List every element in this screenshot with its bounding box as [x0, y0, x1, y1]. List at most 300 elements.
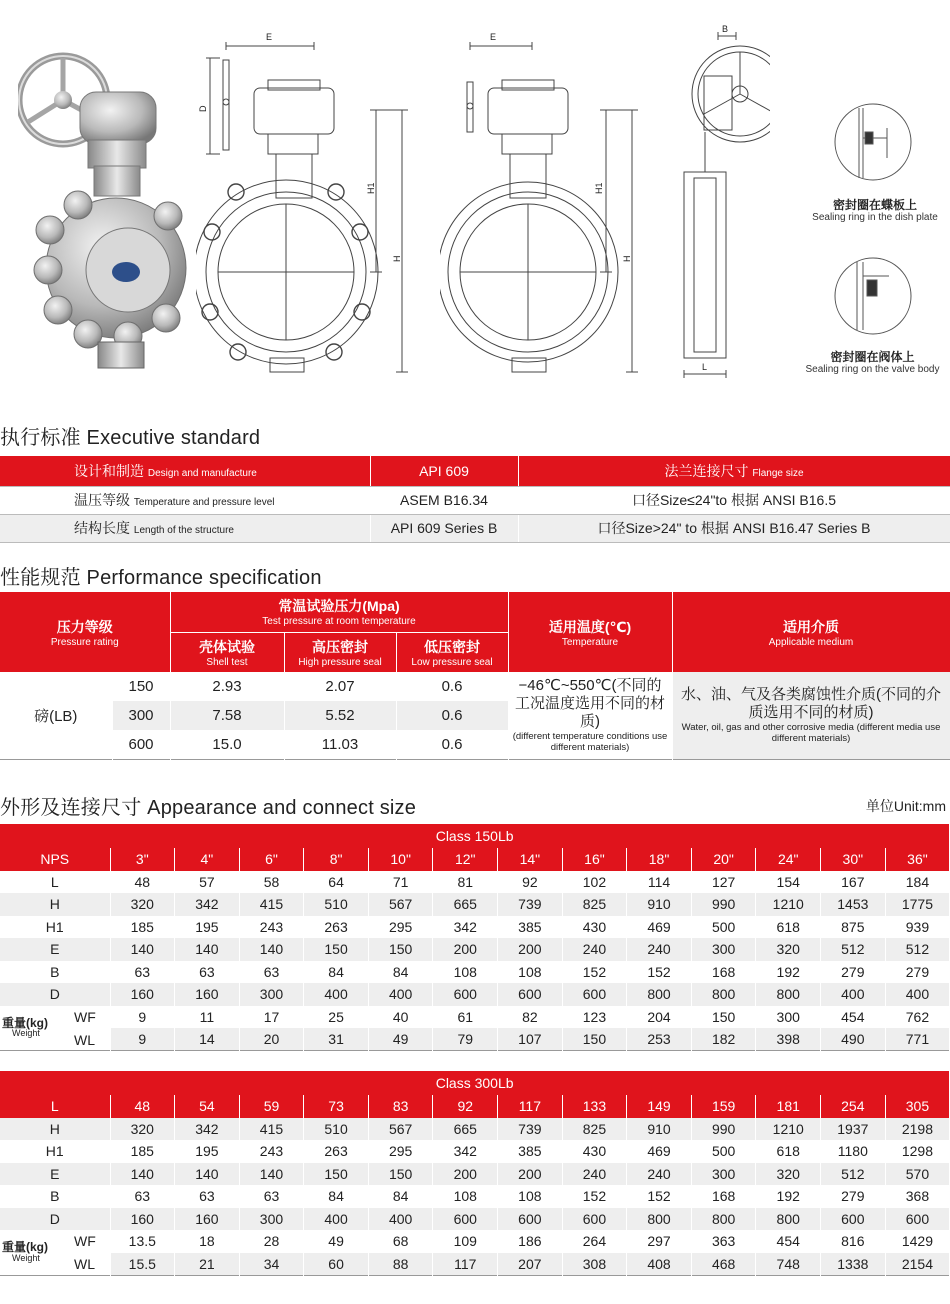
- table-cell: 2198: [885, 1118, 950, 1141]
- dim-label-e: E: [266, 32, 273, 42]
- perf-low: 0.6: [396, 672, 508, 701]
- table-cell: 81: [433, 871, 498, 894]
- table-cell: 308: [562, 1253, 627, 1276]
- weight-label-zh: 重量(kg): [2, 1240, 48, 1255]
- table-cell: 490: [821, 1028, 886, 1051]
- table-cell: 4": [175, 848, 240, 871]
- technical-drawings: [0, 0, 950, 395]
- caption-valve-body: 密封圈在阀体上 Sealing ring on the valve body: [805, 350, 940, 376]
- table-row: [0, 916, 950, 939]
- table-cell: 254: [821, 1095, 886, 1118]
- table-cell: 48: [110, 1095, 175, 1118]
- table-row: [0, 1140, 950, 1163]
- table-cell: 295: [368, 916, 433, 939]
- table-cell: 13.5: [110, 1230, 175, 1253]
- table-cell: 1937: [821, 1118, 886, 1141]
- table-cell: 108: [498, 1185, 563, 1208]
- table-cell: 400: [304, 1208, 369, 1231]
- table-cell: 454: [756, 1230, 821, 1253]
- table-cell: 600: [498, 983, 563, 1006]
- perf-low: 0.6: [396, 730, 508, 759]
- table-cell: 15.5: [110, 1253, 175, 1276]
- caption-dish-plate: 密封圈在蝶板上 Sealing ring in the dish plate: [812, 198, 938, 224]
- weight-sub-label: WL: [74, 1256, 95, 1272]
- table-cell: 342: [175, 893, 240, 916]
- dim-label-h1-2: H1: [594, 182, 604, 194]
- perf-high: 11.03: [284, 730, 396, 759]
- perf-class: 600: [112, 730, 170, 759]
- table-row: [0, 893, 950, 916]
- table-cell: 82: [498, 1006, 563, 1029]
- table-cell: 107: [498, 1028, 563, 1051]
- table-cell: 40: [368, 1006, 433, 1029]
- table-row: [0, 1095, 950, 1118]
- perf-header-medium: 适用介质 Applicable medium: [672, 592, 950, 672]
- table-cell: 17: [239, 1006, 304, 1029]
- exec-std-length: API 609 Series B: [370, 514, 518, 542]
- seal-detail-body: [833, 250, 913, 342]
- class300-title-row: [0, 1071, 950, 1095]
- perf-header-low: 低压密封 Low pressure seal: [396, 632, 508, 672]
- table-cell: 184: [885, 871, 950, 894]
- row-label-h1: H1: [0, 1140, 110, 1163]
- table-cell: 363: [691, 1230, 756, 1253]
- table-cell: 152: [627, 961, 692, 984]
- table-row: [0, 1208, 950, 1231]
- table-cell: 61: [433, 1006, 498, 1029]
- table-cell: 415: [239, 893, 304, 916]
- table-cell: 108: [433, 961, 498, 984]
- weight-label: [0, 1006, 110, 1051]
- table-cell: 123: [562, 1006, 627, 1029]
- table-cell: 320: [110, 893, 175, 916]
- table-cell: 159: [691, 1095, 756, 1118]
- table-row: [0, 1118, 950, 1141]
- table-cell: 469: [627, 916, 692, 939]
- table-cell: 168: [691, 961, 756, 984]
- table-cell: 939: [885, 916, 950, 939]
- dim-label-h1: H1: [366, 182, 376, 194]
- table-cell: 71: [368, 871, 433, 894]
- table-cell: 320: [110, 1118, 175, 1141]
- table-cell: 12": [433, 848, 498, 871]
- table-cell: 665: [433, 893, 498, 916]
- table-cell: 140: [175, 938, 240, 961]
- weight-label-en: Weight: [12, 1252, 40, 1263]
- table-cell: 114: [627, 871, 692, 894]
- table-cell: 152: [627, 1185, 692, 1208]
- table-cell: 910: [627, 893, 692, 916]
- table-cell: 454: [821, 1006, 886, 1029]
- table-cell: 181: [756, 1095, 821, 1118]
- table-cell: 400: [368, 1208, 433, 1231]
- table-cell: 48: [110, 871, 175, 894]
- table-cell: 192: [756, 961, 821, 984]
- dim-label-h: H: [392, 255, 402, 262]
- table-cell: 185: [110, 916, 175, 939]
- table-cell: 133: [562, 1095, 627, 1118]
- table-cell: 1338: [821, 1253, 886, 1276]
- table-cell: 63: [110, 961, 175, 984]
- table-cell: 204: [627, 1006, 692, 1029]
- table-cell: 567: [368, 893, 433, 916]
- table-cell: 140: [239, 938, 304, 961]
- table-cell: 83: [368, 1095, 433, 1118]
- table-cell: 200: [498, 938, 563, 961]
- table-cell: 243: [239, 1140, 304, 1163]
- class300-body: [0, 1071, 950, 1275]
- table-cell: 279: [885, 961, 950, 984]
- table-cell: 1298: [885, 1140, 950, 1163]
- perf-header-high: 高压密封 High pressure seal: [284, 632, 396, 672]
- table-cell: 512: [821, 938, 886, 961]
- table-cell: 84: [368, 1185, 433, 1208]
- table-cell: 800: [756, 1208, 821, 1231]
- table-cell: 618: [756, 916, 821, 939]
- class150-title: Class 150Lb: [0, 824, 950, 848]
- table-cell: 195: [175, 916, 240, 939]
- table-cell: 385: [498, 1140, 563, 1163]
- table-cell: 320: [756, 938, 821, 961]
- table-cell: 140: [110, 938, 175, 961]
- table-row: [0, 848, 950, 871]
- table-cell: 263: [304, 916, 369, 939]
- table-cell: 800: [691, 983, 756, 1006]
- front-view-drawing: [196, 22, 414, 382]
- table-cell: 207: [498, 1253, 563, 1276]
- table-row: [0, 1028, 950, 1051]
- perf-header-test: 常温试验压力(Mpa) Test pressure at room temperature: [170, 592, 508, 632]
- table-cell: 512: [885, 938, 950, 961]
- table-cell: 1210: [756, 1118, 821, 1141]
- row-label-l: L: [0, 871, 110, 894]
- table-cell: 16": [562, 848, 627, 871]
- dim-label-d: D: [198, 105, 208, 112]
- table-row: [0, 983, 950, 1006]
- table-cell: 150: [691, 1006, 756, 1029]
- dimensions-title: 外形及连接尺寸 Appearance and connect size: [0, 797, 417, 819]
- table-row: [0, 961, 950, 984]
- perf-temp-range: −46℃~550℃(不同的工况温度选用不同的材质) (different temperature conditions use different materials): [508, 672, 672, 759]
- exec-label-temp-pressure: 温压等级 Temperature and pressure level: [0, 486, 370, 514]
- table-cell: 512: [821, 1163, 886, 1186]
- table-cell: 21: [175, 1253, 240, 1276]
- exec-label-length: 结构长度 Length of the structure: [0, 514, 370, 542]
- table-cell: 92: [498, 871, 563, 894]
- table-cell: 140: [239, 1163, 304, 1186]
- table-cell: 152: [562, 961, 627, 984]
- table-cell: 6": [239, 848, 304, 871]
- table-cell: 800: [756, 983, 821, 1006]
- table-cell: 11: [175, 1006, 240, 1029]
- table-cell: 320: [756, 1163, 821, 1186]
- table-cell: 1180: [821, 1140, 886, 1163]
- table-cell: 108: [433, 1185, 498, 1208]
- table-cell: 200: [498, 1163, 563, 1186]
- table-cell: 263: [304, 1140, 369, 1163]
- table-row: [0, 871, 950, 894]
- table-cell: 253: [627, 1028, 692, 1051]
- perf-class: 300: [112, 701, 170, 730]
- table-cell: 14": [498, 848, 563, 871]
- table-cell: 297: [627, 1230, 692, 1253]
- table-cell: 117: [433, 1253, 498, 1276]
- table-cell: 30": [821, 848, 886, 871]
- table-cell: 300: [239, 1208, 304, 1231]
- table-cell: 400: [885, 983, 950, 1006]
- table-cell: 305: [885, 1095, 950, 1118]
- table-cell: 117: [498, 1095, 563, 1118]
- table-cell: 20": [691, 848, 756, 871]
- weight-label-en: Weight: [12, 1028, 40, 1039]
- table-cell: 127: [691, 871, 756, 894]
- perf-unit-lb: 磅(LB): [0, 672, 112, 759]
- table-cell: 342: [433, 916, 498, 939]
- table-cell: 1429: [885, 1230, 950, 1253]
- table-cell: 618: [756, 1140, 821, 1163]
- table-cell: 762: [885, 1006, 950, 1029]
- executive-standard-title: 执行标准 Executive standard: [0, 427, 261, 449]
- class150-title-row: [0, 824, 950, 848]
- table-cell: 200: [433, 938, 498, 961]
- table-cell: 92: [433, 1095, 498, 1118]
- perf-header-rating: 压力等级 Pressure rating: [0, 592, 170, 672]
- table-cell: 150: [368, 938, 433, 961]
- table-row: [0, 1006, 950, 1029]
- weight-sub-label: WF: [74, 1233, 96, 1249]
- table-cell: 300: [756, 1006, 821, 1029]
- table-cell: 152: [562, 1185, 627, 1208]
- table-cell: 910: [627, 1118, 692, 1141]
- table-cell: 600: [562, 1208, 627, 1231]
- table-cell: 79: [433, 1028, 498, 1051]
- table-cell: 825: [562, 1118, 627, 1141]
- table-cell: 63: [175, 961, 240, 984]
- table-cell: 195: [175, 1140, 240, 1163]
- table-cell: 368: [885, 1185, 950, 1208]
- perf-high: 2.07: [284, 672, 396, 701]
- table-row: [0, 1253, 950, 1276]
- table-cell: 10": [368, 848, 433, 871]
- dim-label-e-2: E: [490, 32, 497, 42]
- row-label-h: H: [0, 893, 110, 916]
- table-cell: 160: [110, 1208, 175, 1231]
- weight-label: [0, 1230, 110, 1275]
- table-cell: 240: [627, 938, 692, 961]
- class300-title: Class 300Lb: [0, 1071, 950, 1095]
- row-label-h1: H1: [0, 916, 110, 939]
- table-cell: 140: [110, 1163, 175, 1186]
- class300-table: [0, 1071, 950, 1276]
- table-cell: 63: [175, 1185, 240, 1208]
- table-cell: 510: [304, 1118, 369, 1141]
- table-cell: 109: [433, 1230, 498, 1253]
- table-cell: 68: [368, 1230, 433, 1253]
- table-cell: 24": [756, 848, 821, 871]
- table-cell: 49: [368, 1028, 433, 1051]
- table-cell: 168: [691, 1185, 756, 1208]
- table-cell: 468: [691, 1253, 756, 1276]
- perf-low: 0.6: [396, 701, 508, 730]
- table-cell: 990: [691, 893, 756, 916]
- perf-class: 150: [112, 672, 170, 701]
- table-row: [0, 1185, 950, 1208]
- table-cell: 84: [368, 961, 433, 984]
- table-cell: 160: [175, 983, 240, 1006]
- table-cell: 1210: [756, 893, 821, 916]
- table-cell: 58: [239, 871, 304, 894]
- table-cell: 567: [368, 1118, 433, 1141]
- table-cell: 398: [756, 1028, 821, 1051]
- table-cell: 600: [562, 983, 627, 1006]
- table-cell: 600: [433, 983, 498, 1006]
- table-cell: 20: [239, 1028, 304, 1051]
- table-cell: 160: [175, 1208, 240, 1231]
- table-cell: 150: [562, 1028, 627, 1051]
- table-cell: 150: [304, 938, 369, 961]
- table-cell: 192: [756, 1185, 821, 1208]
- exec-std-temp-pressure: ASEM B16.34: [370, 486, 518, 514]
- table-cell: 510: [304, 893, 369, 916]
- row-label-e: E: [0, 938, 110, 961]
- table-cell: 600: [433, 1208, 498, 1231]
- class150-table: [0, 824, 950, 1051]
- table-cell: 240: [627, 1163, 692, 1186]
- table-cell: 14: [175, 1028, 240, 1051]
- dim-label-l: L: [702, 362, 708, 372]
- front-view-drawing-2: [440, 22, 650, 382]
- row-label-d: D: [0, 1208, 110, 1231]
- table-cell: 430: [562, 916, 627, 939]
- table-cell: 400: [821, 983, 886, 1006]
- table-cell: 300: [691, 938, 756, 961]
- table-cell: 295: [368, 1140, 433, 1163]
- weight-sub-label: WL: [74, 1031, 95, 1048]
- table-cell: 600: [885, 1208, 950, 1231]
- table-cell: 167: [821, 871, 886, 894]
- row-label-b: B: [0, 961, 110, 984]
- table-cell: 240: [562, 1163, 627, 1186]
- table-cell: 816: [821, 1230, 886, 1253]
- weight-label-zh: 重量(kg): [2, 1015, 48, 1030]
- table-cell: 150: [368, 1163, 433, 1186]
- perf-header-temp: 适用温度(℃) Temperature: [508, 592, 672, 672]
- dim-label-b: B: [722, 24, 729, 34]
- table-cell: 57: [175, 871, 240, 894]
- table-cell: 1775: [885, 893, 950, 916]
- table-cell: 415: [239, 1118, 304, 1141]
- side-view-drawing: [670, 22, 770, 382]
- table-cell: 279: [821, 1185, 886, 1208]
- table-cell: 63: [110, 1185, 175, 1208]
- table-cell: 63: [239, 1185, 304, 1208]
- table-cell: 149: [627, 1095, 692, 1118]
- table-cell: 240: [562, 938, 627, 961]
- table-cell: 2154: [885, 1253, 950, 1276]
- table-cell: 59: [239, 1095, 304, 1118]
- performance-table: [0, 592, 950, 760]
- table-cell: 73: [304, 1095, 369, 1118]
- class150-body: [0, 824, 950, 1051]
- valve-photo: [18, 30, 188, 370]
- table-cell: 243: [239, 916, 304, 939]
- table-cell: 825: [562, 893, 627, 916]
- table-cell: 9: [110, 1006, 175, 1029]
- exec-flange-large: 口径Size>24" to 根据 ANSI B16.47 Series B: [518, 514, 950, 542]
- table-cell: 200: [433, 1163, 498, 1186]
- table-cell: 342: [433, 1140, 498, 1163]
- row-label-l: L: [0, 1095, 110, 1118]
- perf-shell: 15.0: [170, 730, 284, 759]
- table-cell: 400: [368, 983, 433, 1006]
- table-cell: 430: [562, 1140, 627, 1163]
- row-label-b: B: [0, 1185, 110, 1208]
- row-label-e: E: [0, 1163, 110, 1186]
- weight-sub-label: WF: [74, 1008, 96, 1025]
- table-cell: 300: [691, 1163, 756, 1186]
- table-cell: 875: [821, 916, 886, 939]
- table-cell: 102: [562, 871, 627, 894]
- table-row: [0, 938, 950, 961]
- table-cell: 385: [498, 916, 563, 939]
- table-cell: 279: [821, 961, 886, 984]
- table-cell: 400: [304, 983, 369, 1006]
- table-cell: 8": [304, 848, 369, 871]
- table-cell: 600: [821, 1208, 886, 1231]
- table-cell: 739: [498, 893, 563, 916]
- table-cell: 88: [368, 1253, 433, 1276]
- table-cell: 84: [304, 1185, 369, 1208]
- row-label-d: D: [0, 983, 110, 1006]
- table-cell: 748: [756, 1253, 821, 1276]
- exec-flange-small: 口径Size≤24"to 根据 ANSI B16.5: [518, 486, 950, 514]
- table-cell: 160: [110, 983, 175, 1006]
- table-cell: 342: [175, 1118, 240, 1141]
- executive-standard-table: [0, 456, 950, 543]
- table-cell: 9: [110, 1028, 175, 1051]
- table-row: [0, 1163, 950, 1186]
- table-cell: 25: [304, 1006, 369, 1029]
- table-cell: 49: [304, 1230, 369, 1253]
- exec-std-design: API 609: [370, 456, 518, 486]
- table-cell: 18: [175, 1230, 240, 1253]
- table-cell: 182: [691, 1028, 756, 1051]
- perf-shell: 7.58: [170, 701, 284, 730]
- table-cell: 500: [691, 916, 756, 939]
- table-cell: 28: [239, 1230, 304, 1253]
- row-label-nps: NPS: [0, 848, 110, 871]
- table-cell: 34: [239, 1253, 304, 1276]
- table-cell: 36": [885, 848, 950, 871]
- table-cell: 186: [498, 1230, 563, 1253]
- table-cell: 739: [498, 1118, 563, 1141]
- table-cell: 500: [691, 1140, 756, 1163]
- table-cell: 108: [498, 961, 563, 984]
- table-cell: 800: [691, 1208, 756, 1231]
- table-cell: 264: [562, 1230, 627, 1253]
- seal-detail-dish: [833, 88, 913, 196]
- table-cell: 300: [239, 983, 304, 1006]
- table-cell: 665: [433, 1118, 498, 1141]
- dim-label-h-2: H: [622, 255, 632, 262]
- table-cell: 18": [627, 848, 692, 871]
- table-row: [0, 1230, 950, 1253]
- table-cell: 1453: [821, 893, 886, 916]
- perf-high: 5.52: [284, 701, 396, 730]
- row-label-h: H: [0, 1118, 110, 1141]
- table-cell: 800: [627, 1208, 692, 1231]
- table-cell: 54: [175, 1095, 240, 1118]
